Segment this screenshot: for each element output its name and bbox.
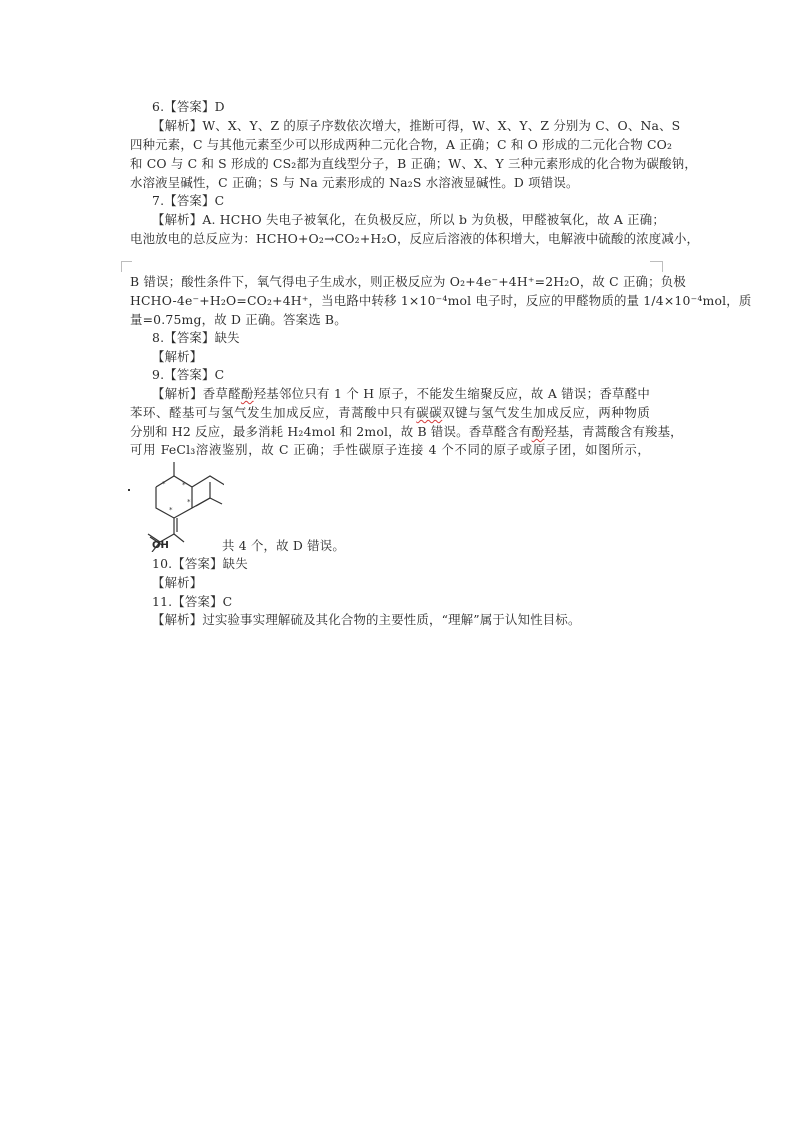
analysis-7-line-1: 【解析】A. HCHO 失电子被氧化，在负极反应，所以 b 为负极，甲醛被氧化，故 A 正确； [152,212,665,227]
analysis-9-line-5: 共 4 个，故 D 错误。 [222,538,345,553]
analysis-6-line-1: 【解析】W、X、Y、Z 的原子序数依次增大，推断可得，W、X、Y、Z 分别为 C、O、Na、S [152,118,681,133]
analysis-7-line-3: B 错误；酸性条件下，氧气得电子生成水，则正极反应为 O₂+4e⁻+4H⁺=2H₂O，故 C 正确；负极 [130,274,686,289]
analysis-7-line-5: 量=0.75mg，故 D 正确。答案选 B。 [130,312,347,327]
chiral-mark-1: * [162,480,166,488]
analysis-7-line-4: HCHO-4e⁻+H₂O=CO₂+4H⁺，当电路中转移 1×10⁻⁴mol 电子时，反应的甲醛物质的量 1/4×10⁻⁴mol，质 [130,293,752,308]
chiral-mark-2: * [182,481,186,489]
answer-11: 11.【答案】C [152,594,233,609]
analysis-9-line-1 [152,386,650,402]
analysis-6-line-3: 和 CO 与 C 和 S 形成的 CS₂都为直线型分子，B 正确；W、X、Y 三种元素形成的化合物为碳酸钠， [130,156,697,171]
answer-6: 6.【答案】D [152,99,225,114]
analysis-9-text-e: 分别和 H2 反应，最多消耗 H₂4mol 和 2mol，故 B 错误。香草醛含有 [130,424,532,439]
analysis-6-line-4: 水溶液呈碱性，C 正确；S 与 Na 元素形成的 Na₂S 水溶液显碱性。D 项错误。 [130,175,579,190]
page-break-mark-left [121,261,132,272]
analysis-8: 【解析】 [152,349,203,364]
analysis-9-text-c: 苯环、醛基可与氢气发生加成反应，青蒿酸中只有 [130,405,417,420]
analysis-6-line-2: 四种元素，C 与其他元素至少可以形成两种二元化合物，A 正确；C 和 O 形成的二元化合物 CO₂ [130,137,673,152]
chiral-mark-4: * [169,506,173,514]
analysis-9-text-a: 【解析】香草醛 [152,386,241,401]
proofing-underline-phenol-2: 酚 [531,424,545,439]
analysis-9-text-f: 羟基，青蒿酸含有羧基， [544,424,683,439]
analysis-9-line-4: 可用 FeCl₃溶液鉴别，故 C 正确；手性碳原子连接 4 个不同的原子或原子团，如图所示， [130,442,650,457]
proofing-underline-phenol: 酚 [240,386,254,401]
page-break-mark-right [650,261,663,272]
paragraph-dot [128,489,130,491]
analysis-9-line-3 [130,424,683,440]
answer-8: 8.【答案】缺失 [152,330,240,345]
analysis-10: 【解析】 [152,575,203,590]
answer-7: 7.【答案】C [152,193,225,208]
analysis-9-text-d: 双键与氢气发生加成反应，两种物质 [442,405,651,420]
analysis-11: 【解析】过实验事实理解硫及其化合物的主要性质，“理解”属于认知性目标。 [152,612,581,627]
hydroxyl-label: OH [152,540,169,551]
analysis-9-text-b: 羟基邻位只有 1 个 H 原子，不能发生缩聚反应，故 A 错误；香草醛中 [253,386,651,401]
answer-10: 10.【答案】缺失 [152,556,248,571]
answer-9: 9.【答案】C [152,367,225,382]
analysis-7-line-2: 电池放电的总反应为：HCHO+O₂→CO₂+H₂O，反应后溶液的体积增大，电解液中硫酸的浓度减小， [130,231,700,246]
analysis-9-line-2 [130,405,650,421]
proofing-underline-carbon-carbon: 碳碳 [416,405,443,420]
chiral-mark-3: * [187,498,191,506]
artemisinic-acid-structure-image [134,460,224,552]
